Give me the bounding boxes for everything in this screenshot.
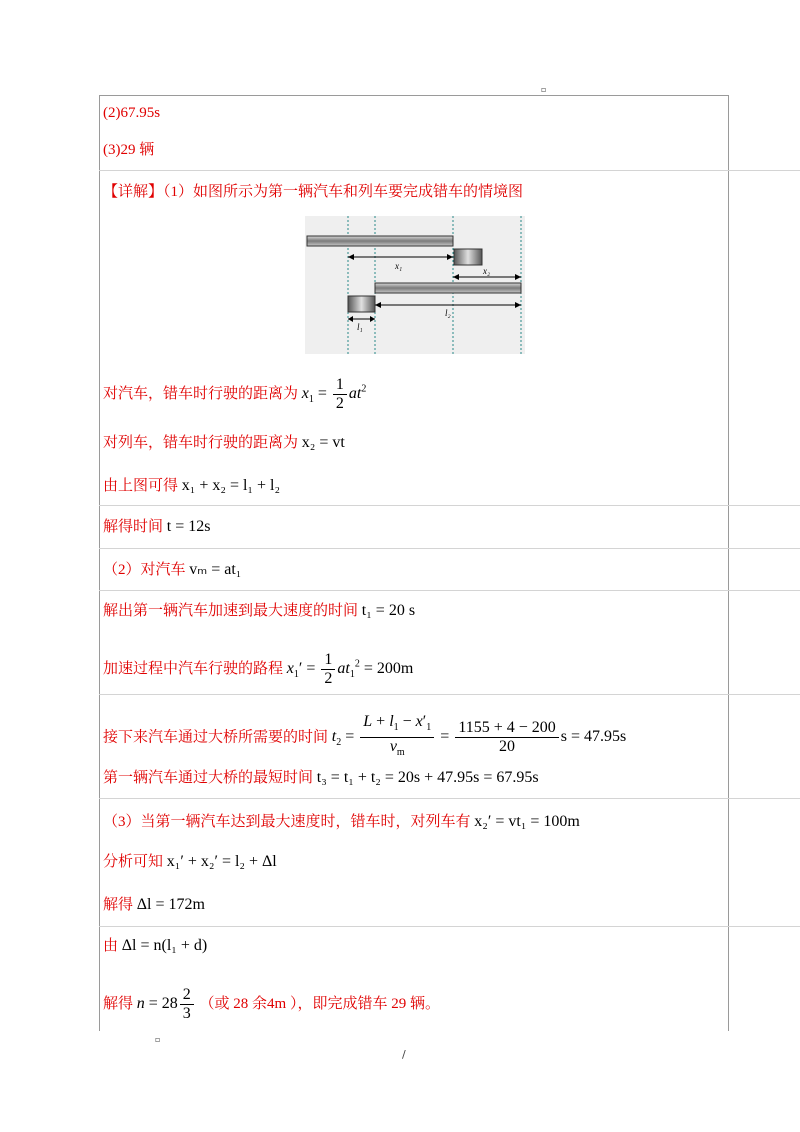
top-corner-mark: ▫ [541,85,547,94]
row-divider [99,548,800,549]
bottom-corner-mark: ▫ [155,1035,161,1044]
formula-sum: x₁ + x₂ = l₁ + l₂ [181,477,281,494]
formula-t1: t₁ = 20 s [361,602,416,619]
formula-n-value: n = 28 $\frac{2}{3}$ [137,995,196,1012]
car-top [454,249,482,265]
label-x1: x₁ [395,261,403,271]
formula-x2: x₂ = vt [301,434,345,451]
train-top [307,236,453,246]
formula-analysis: x₁′ + x₂′ = l₂ + Δl [166,853,277,870]
detail-label: 【详解】 [103,184,164,200]
row-divider [99,694,800,695]
detail-line-3: 对列车，错车时行驶的距离为 x₂ = vt [103,434,345,451]
detail-line-13: 解得 Δl = 172m [103,896,205,913]
formula-vm: vₘ = at₁ [189,561,242,578]
train-bottom [375,283,521,293]
detail-line-4: 由上图可得 x₁ + x₂ = l₁ + l₂ [103,477,281,494]
formula-x1: $x_1$ = $\frac{1}{2}$ $at^2$ [301,376,367,412]
answer-2: (2)67.95s [103,105,161,121]
formula-t3: t₃ = t₁ + t₂ = 20s + 47.95s = 67.95s [316,769,539,786]
formula-t: t = 12s [166,518,211,535]
detail-line-8: 加速过程中汽车行驶的路程 $x_1'$ = $\frac{1}{2}$ $at_1^2 = 200m$ [103,651,414,687]
formula-x1-prime: $x_1'$ = $\frac{1}{2}$ $at_1^2 = 200m$ [286,651,414,687]
formula-t2: $t_2$ = $\frac{L + l_1 - x'_1}{v_m}$ = $\frac{1155 + 4 - 200}{20}$ s = 47.95s [331,713,627,759]
row-divider [99,590,800,591]
detail-line-9: 接下来汽车通过大桥所需要的时间 $t_2$ = $\frac{L + l_1 - x'_1}{v_m}$ = $\frac{1155 + 4 - 200}{20}$ s = 47.95s [103,713,627,759]
row-divider [99,170,800,171]
label-l2: l₂ [445,308,451,318]
crossing-diagram-svg [305,216,525,354]
formula-n: Δl = n(l₁ + d) [121,937,208,954]
detail-line-7: 解出第一辆汽车加速到最大速度的时间 t₁ = 20 s [103,602,416,619]
detail-line-5: 解得时间 t = 12s [103,518,211,535]
label-x2: x₂ [483,266,491,276]
detail-line-15: 解得 n = 28 $\frac{2}{3}$ （或 28 余4m ），即完成错车 29 辆。 [103,986,440,1022]
car-bottom [348,296,375,312]
formula-delta-l: Δl = 172m [136,896,205,913]
row-divider [99,926,800,927]
page-number: / [402,1048,406,1061]
formula-x2-prime: x₂′ = vt₁ = 100m [474,813,580,830]
detail-line-6: （2）对汽车 vₘ = at₁ [103,561,242,578]
detail-line-14: 由 Δl = n(l₁ + d) [103,937,208,954]
detail-line-11: （3）当第一辆汽车达到最大速度时，错车时，对列车有 x₂′ = vt₁ = 100m [103,813,580,830]
row-divider [99,505,800,506]
detail-line-10: 第一辆汽车通过大桥的最短时间 t₃ = t₁ + t₂ = 20s + 47.95s = 67.95s [103,769,539,786]
detail-line-12: 分析可知 x₁′ + x₂′ = l₂ + Δl [103,853,277,870]
answer-3: (3)29 辆 [103,142,155,158]
detail-line-2: 对汽车，错车时行驶的距离为 $x_1$ = $\frac{1}{2}$ $at^2$ [103,376,367,412]
detail-line-1: 【详解】（1）如图所示为第一辆汽车和列车要完成错车的情境图 [103,184,524,200]
label-l1: l₁ [357,322,363,332]
crossing-diagram [305,216,525,354]
row-divider [99,798,800,799]
